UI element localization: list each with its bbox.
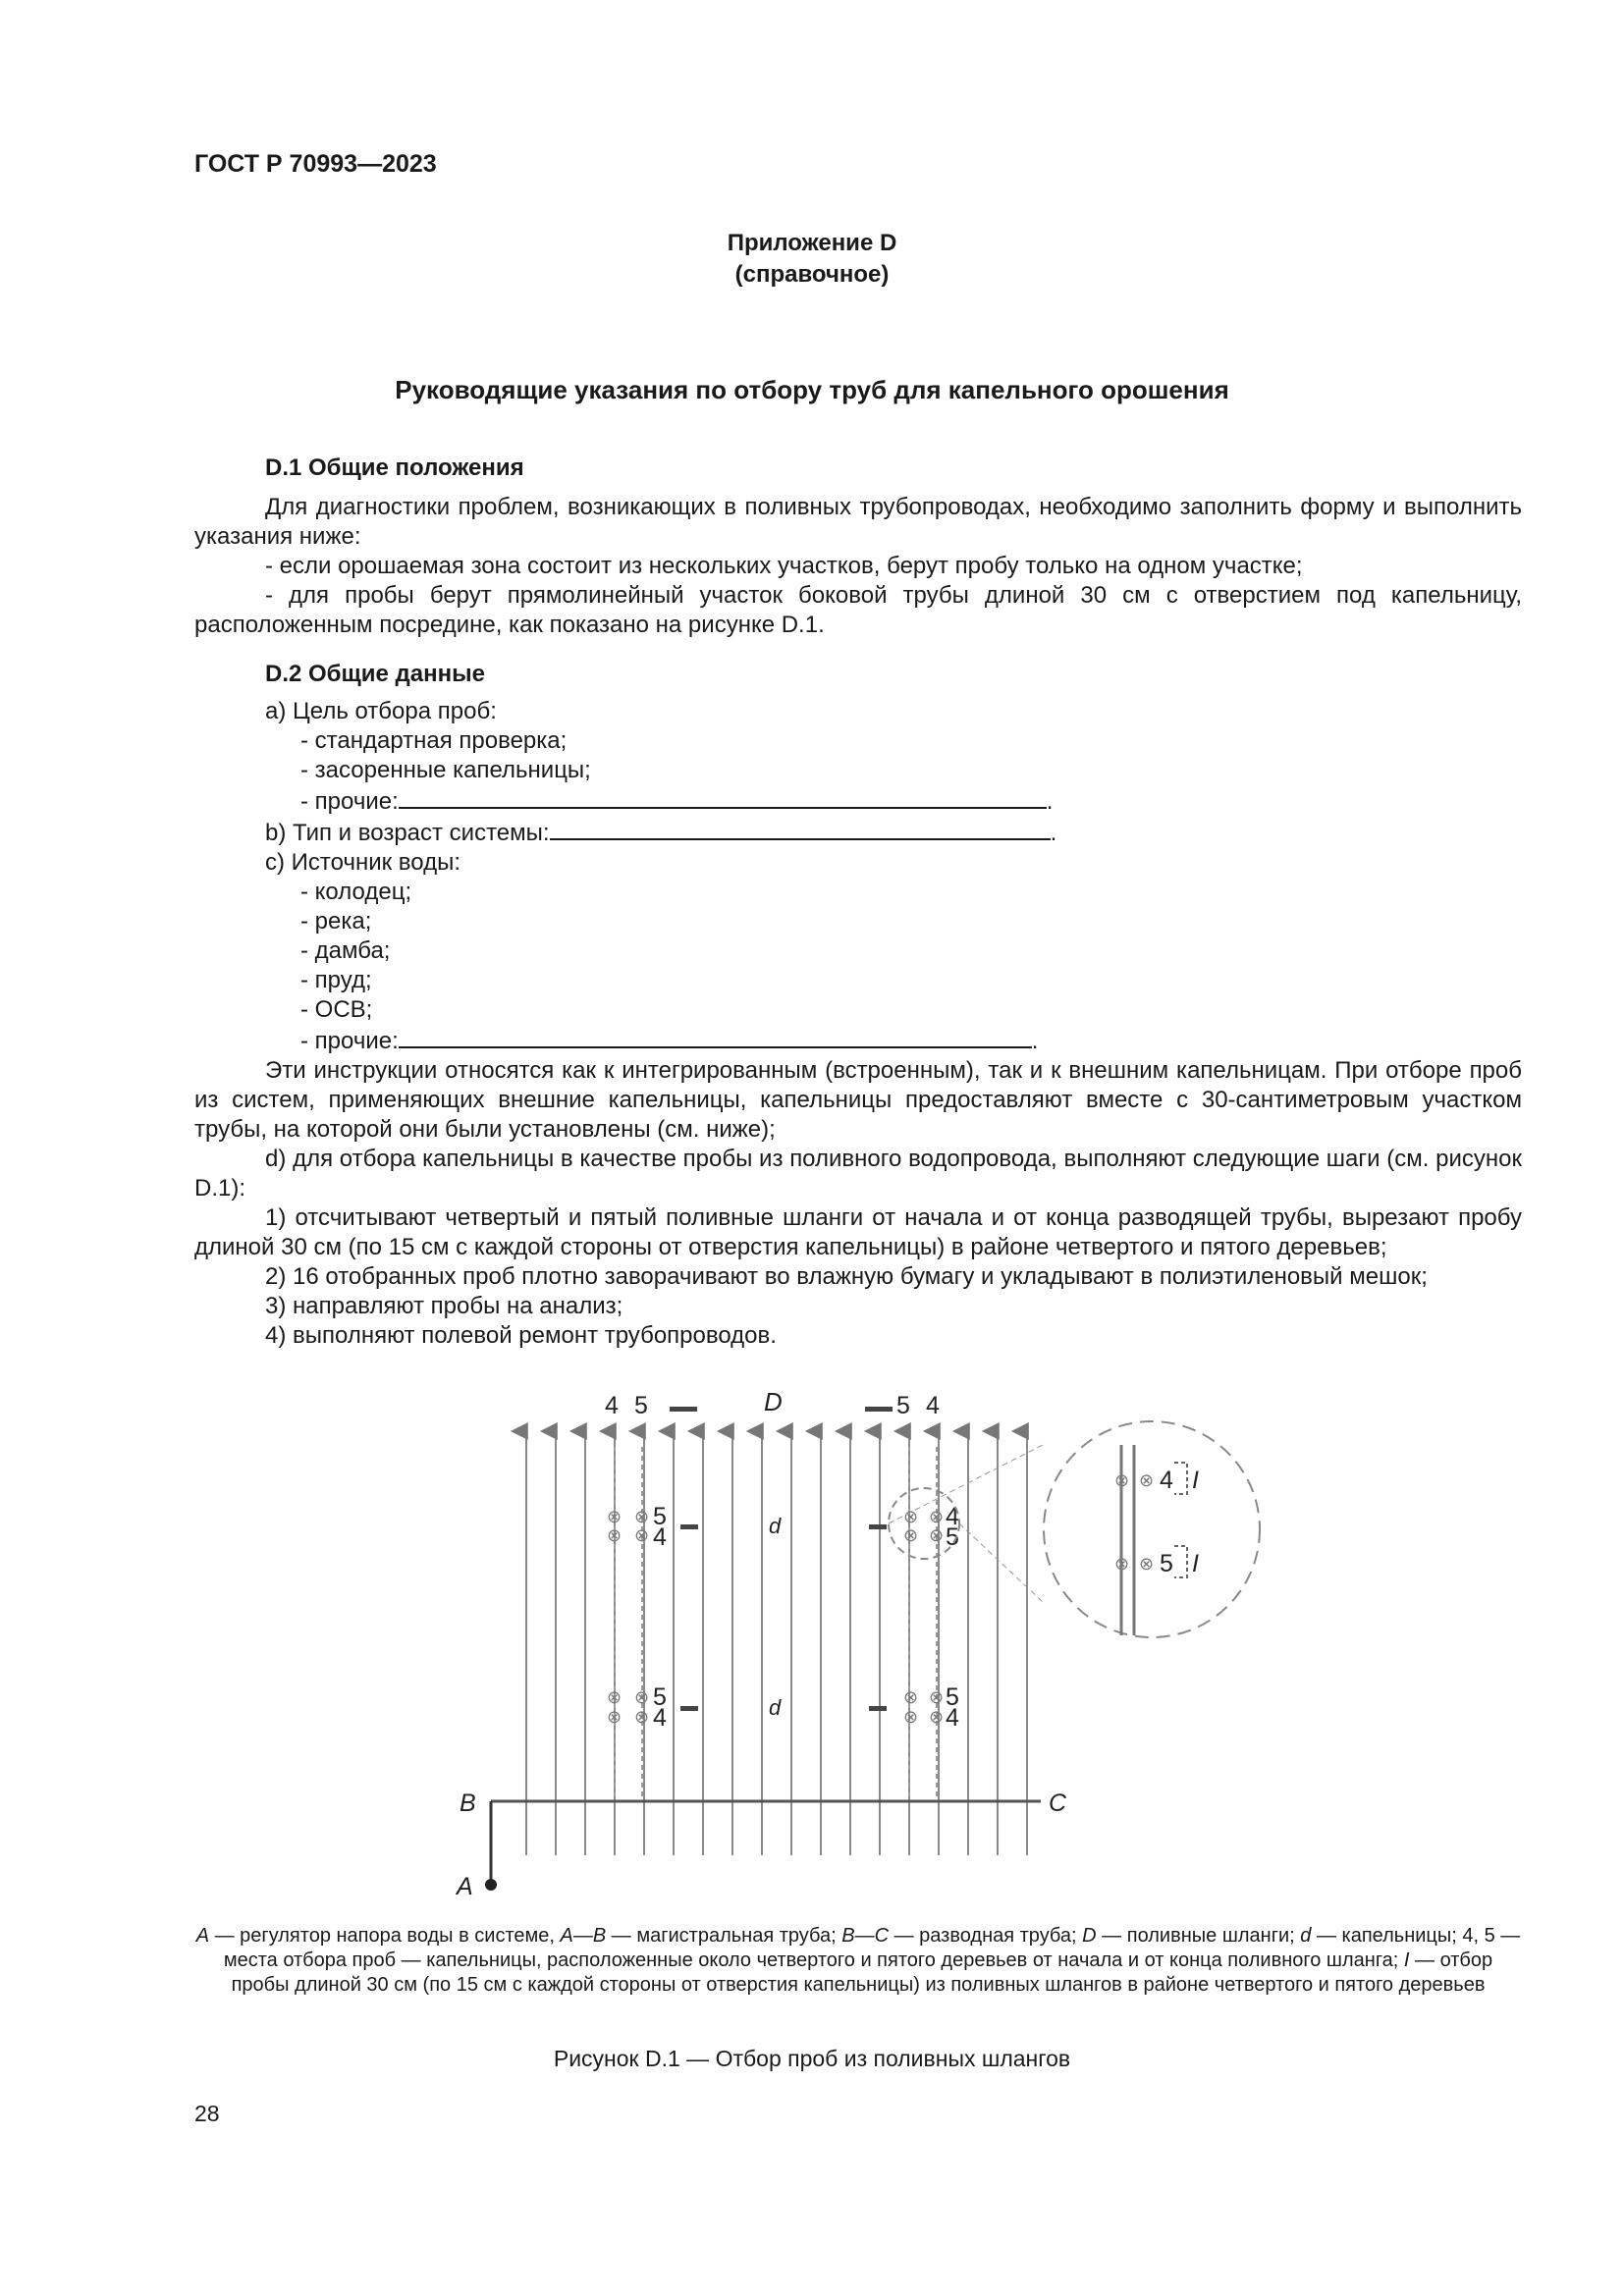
document-title: Руководящие указания по отбору труб для капельного орошения [395, 375, 1229, 404]
label-dripper-d: d [769, 1695, 782, 1720]
label-tree-4: 4 [605, 1392, 619, 1419]
water-source-well: - колодец; [300, 879, 412, 905]
zoom-label-i: I [1192, 1550, 1199, 1577]
legend-a: A [195, 1925, 210, 1947]
zoom-label-4: 4 [1160, 1467, 1173, 1494]
dripper-mark: ⊗ [929, 1687, 945, 1707]
legend-d-upper: D [1082, 1925, 1097, 1947]
water-other-period: . [1031, 1028, 1039, 1054]
legend-d-lower: d [1300, 1925, 1312, 1947]
legend-ab: A—B [560, 1925, 607, 1947]
page-number: 28 [194, 2101, 220, 2126]
legend-i: I [1403, 1949, 1410, 1971]
direction-arrow [869, 1524, 887, 1529]
water-source-pond: - пруд; [300, 967, 372, 993]
dripper-mark: ⊗ [607, 1507, 623, 1526]
dripper-mark: ⊗ [1139, 1554, 1155, 1574]
direction-arrow [680, 1706, 698, 1711]
direction-arrow [869, 1706, 887, 1711]
legend-text: — поливные шланги; [1096, 1925, 1301, 1947]
label-tree-4: 4 [926, 1392, 940, 1419]
dripper-mark: ⊗ [607, 1707, 623, 1727]
annex-type: (справочное) [734, 261, 890, 288]
section-1-heading: D.1 Общие положения [265, 454, 524, 481]
dripper-mark: ⊗ [1114, 1554, 1130, 1574]
standard-number: ГОСТ Р 70993—2023 [194, 150, 437, 178]
label-a: A [457, 1873, 473, 1900]
label-sample-4: 4 [653, 1523, 667, 1551]
dripper-mark: ⊗ [1114, 1470, 1130, 1490]
label-sample-5: 5 [653, 1683, 667, 1711]
section-1-item-1: - если орошаемая зона состоит из нескольких участков, берут пробу только на одном участке; [265, 553, 1303, 579]
water-other-label: - прочие: [300, 1028, 399, 1054]
zoom-sample-bracket [1174, 1546, 1187, 1577]
label-sample-4: 4 [653, 1704, 667, 1732]
legend-bc: B—C [841, 1925, 890, 1947]
legend-text: — отбор пробы длиной 30 см (по 15 см с каждой стороны от отверстия капельницы) из поливных шлангов в районе четвертого и пятого деревьев [231, 1949, 1493, 1996]
label-sample-5: 5 [946, 1683, 959, 1711]
hose-group [526, 1431, 1027, 1855]
dripper-mark: ⊗ [929, 1507, 945, 1526]
water-source-river: - река; [300, 908, 372, 934]
section-1-intro: Для диагностики проблем, возникающих в поливных трубопроводах, необходимо заполнить форму и выполнить указания ниже: [194, 494, 1522, 550]
label-sample-4: 4 [946, 1503, 959, 1530]
label-hoses-d: D [764, 1387, 783, 1416]
label-sample-4: 4 [946, 1704, 959, 1732]
legend-text: — разводная труба; [889, 1925, 1083, 1947]
system-type-label: b) Тип и возраст системы: [265, 820, 550, 846]
figure-legend [194, 1924, 1522, 1998]
purpose-option-clogged: - засоренные капельницы; [300, 757, 591, 783]
dripper-mark: ⊗ [903, 1525, 919, 1545]
legend-text: — магистральная труба; [606, 1925, 842, 1947]
zoom-label-5: 5 [1160, 1550, 1173, 1577]
dripper-mark: ⊗ [634, 1687, 650, 1707]
dripper-mark: ⊗ [634, 1525, 650, 1545]
sampling-steps-intro: d) для отбора капельницы в качестве пробы из поливного водопровода, выполняют следующие шаги (см. рисунок D.1): [194, 1146, 1522, 1201]
direction-arrow [670, 1407, 697, 1412]
label-tree-5: 5 [634, 1392, 648, 1419]
purpose-label: a) Цель отбора проб: [265, 698, 497, 724]
purpose-other-label: - прочие: [300, 788, 399, 815]
dripper-mark: ⊗ [903, 1707, 919, 1727]
label-sample-5: 5 [653, 1503, 667, 1530]
dripper-mark: ⊗ [903, 1507, 919, 1526]
dripper-mark: ⊗ [607, 1687, 623, 1707]
purpose-option-standard: - стандартная проверка; [300, 727, 568, 754]
label-dripper-d: d [769, 1514, 782, 1538]
system-type-period: . [1050, 820, 1057, 846]
zoom-circle [1044, 1421, 1260, 1637]
legend-text: — регулятор напора воды в системе, [209, 1925, 561, 1947]
figure-caption: Рисунок D.1 — Отбор проб из поливных шлангов [553, 2046, 1071, 2071]
dripper-mark: ⊗ [929, 1525, 945, 1545]
dripper-mark: ⊗ [607, 1525, 623, 1545]
section-2-heading: D.2 Общие данные [265, 661, 485, 687]
direction-arrow [865, 1407, 893, 1412]
sampling-step-1: 1) отсчитывают четвертый и пятый поливные шланги от начала и от конца разводящей трубы, вырезают пробу длиной 30 см (по 15 см с каждой стороны от отверстия капельницы) в районе четвертого и пятого деревьев; [194, 1204, 1522, 1260]
zoom-guide-line [959, 1523, 1043, 1602]
zoom-label-i: I [1192, 1467, 1199, 1494]
dripper-mark: ⊗ [903, 1687, 919, 1707]
water-source-osv: - ОСВ; [300, 996, 373, 1023]
dripper-mark: ⊗ [1139, 1470, 1155, 1490]
sampling-step-4: 4) выполняют полевой ремонт трубопроводов. [265, 1322, 777, 1349]
sampling-step-3: 3) направляют пробы на анализ; [265, 1293, 623, 1319]
instructions-paragraph: Эти инструкции относятся как к интегрированным (встроенным), так и к внешним капельницам. При отборе проб из систем, применяющих внешние капельницы, капельницы предоставляют вместе с 30-сантиметровым участком трубы, на которой они были установлены (см. ниже); [194, 1057, 1522, 1143]
sampling-step-2: 2) 16 отобранных проб плотно заворачивают во влажную бумагу и укладывают в полиэтиленовый мешок; [265, 1263, 1428, 1290]
label-sample-5: 5 [946, 1523, 959, 1551]
water-source-dam: - дамба; [300, 937, 391, 964]
zoom-sample-bracket [1174, 1463, 1187, 1494]
label-b: B [460, 1789, 476, 1817]
label-c: C [1049, 1789, 1067, 1817]
annex-title: Приложение D [727, 230, 897, 256]
legend-text: — капельницы; 4, 5 — места отбора проб — капельницы, расположенные около четвертого и пятого деревьев от начала и от конца поливного шланга; [223, 1925, 1521, 1971]
purpose-other-period: . [1046, 788, 1054, 815]
direction-arrow [680, 1524, 698, 1529]
pressure-regulator [485, 1879, 497, 1891]
dripper-mark: ⊗ [634, 1507, 650, 1526]
section-1-item-2: - для пробы берут прямолинейный участок боковой трубы длиной 30 см с отверстием под капельницу, расположенным посредине, как показано на рисунке D.1. [194, 582, 1522, 638]
label-tree-5: 5 [896, 1392, 910, 1419]
dripper-mark: ⊗ [929, 1707, 945, 1727]
water-source-label: c) Источник воды: [265, 849, 461, 876]
dripper-mark: ⊗ [634, 1707, 650, 1727]
